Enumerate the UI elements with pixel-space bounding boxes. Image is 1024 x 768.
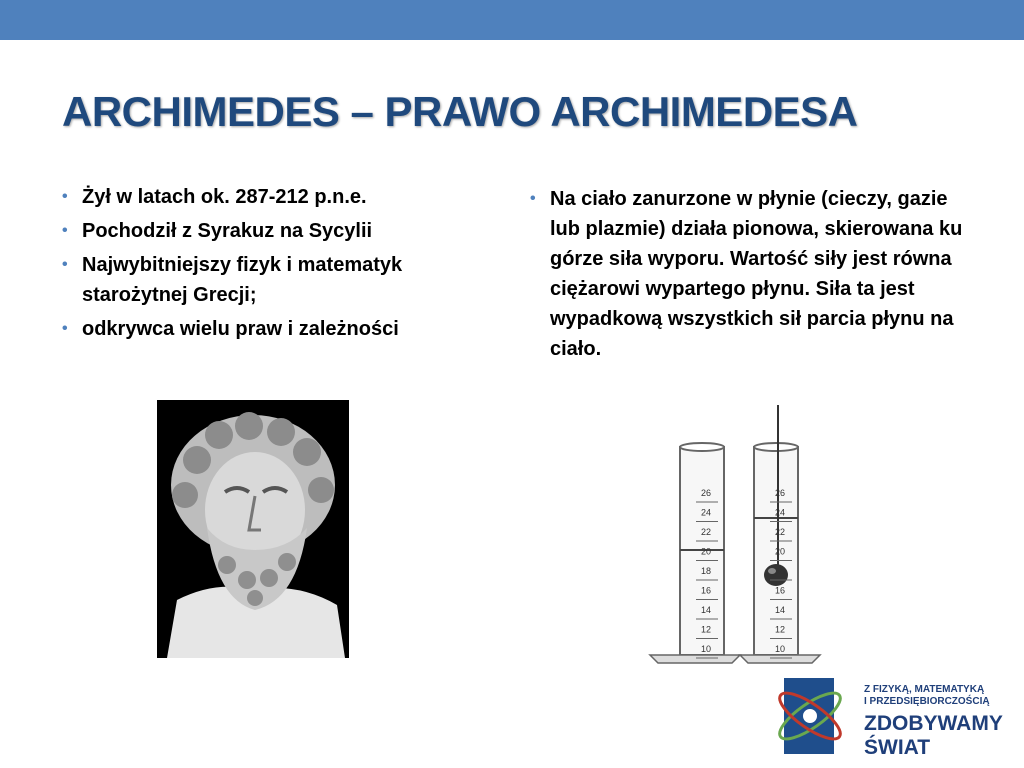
scale-label: 10 [700,644,712,654]
logo-line: I PRZEDSIĘBIORCZOŚCIĄ [864,696,990,707]
scale-label: 20 [774,546,786,557]
scale-label: 16 [774,585,786,596]
bullet-text: Na ciało zanurzone w płynie (cieczy, gazie lub plazmie) działa pionowa, skierowana ku górze siła wyporu. Wartość siły jest równa ciężarowi wypartego płynu. Siła ta jest wypadkową wszystkich sił parcia płynu na ciało. [550,188,963,360]
scale-label: 22 [700,527,712,537]
scale-label: 18 [700,566,712,576]
bullet-item [60,314,510,344]
scale-label: 10 [774,644,786,654]
logo-line: ŚWIAT [864,736,931,759]
scale-label: 20 [700,546,712,557]
scale-label: 12 [774,624,786,635]
bullet-dot-icon: • [530,190,536,207]
bullet-item [528,184,968,364]
scale-label: 18 [774,566,786,576]
logo-line: ZDOBYWAMY [864,712,1003,735]
bullet-text: Żył w latach ok. 287-212 p.n.e. [82,186,367,208]
top-color-bar [0,0,1024,40]
logo-headline [864,712,1003,760]
scale-label: 16 [700,585,712,596]
atom-globe-icon [778,670,860,768]
bullet-dot-icon: • [62,256,68,273]
bullet-text: Pochodził z Syrakuz na Sycylii [82,220,373,242]
archimedes-bust-image [157,400,349,658]
cylinders-drawing [640,405,830,667]
scale-label: 14 [700,605,712,615]
project-logo [778,670,1024,768]
bullet-text: Najwybitniejszy fizyk i matematyk starożytnej Grecji; [82,254,403,306]
logo-line: Z FIZYKĄ, MATEMATYKĄ [864,684,985,695]
logo-tagline [864,684,990,708]
bullet-dot-icon: • [62,320,68,337]
bullet-text: odkrywca wielu praw i zależności [82,318,399,340]
bullet-dot-icon: • [62,222,68,239]
slide-title: ARCHIMEDES – PRAWO ARCHIMEDESA [62,88,858,135]
left-bullet-list [60,182,510,348]
right-bullet-list [528,184,968,368]
bullet-item [60,216,510,246]
bust-illustration [157,400,349,658]
scale-label: 26 [774,488,786,498]
scale-label: 26 [700,488,712,498]
scale-label: 24 [700,507,712,518]
bullet-item [60,250,510,310]
scale-label: 22 [774,527,786,537]
graduated-cylinders-illustration [640,405,830,667]
scale-label: 14 [774,605,786,615]
scale-label: 12 [700,624,712,635]
bullet-item [60,182,510,212]
scale-label: 24 [774,507,786,518]
bullet-dot-icon: • [62,188,68,205]
